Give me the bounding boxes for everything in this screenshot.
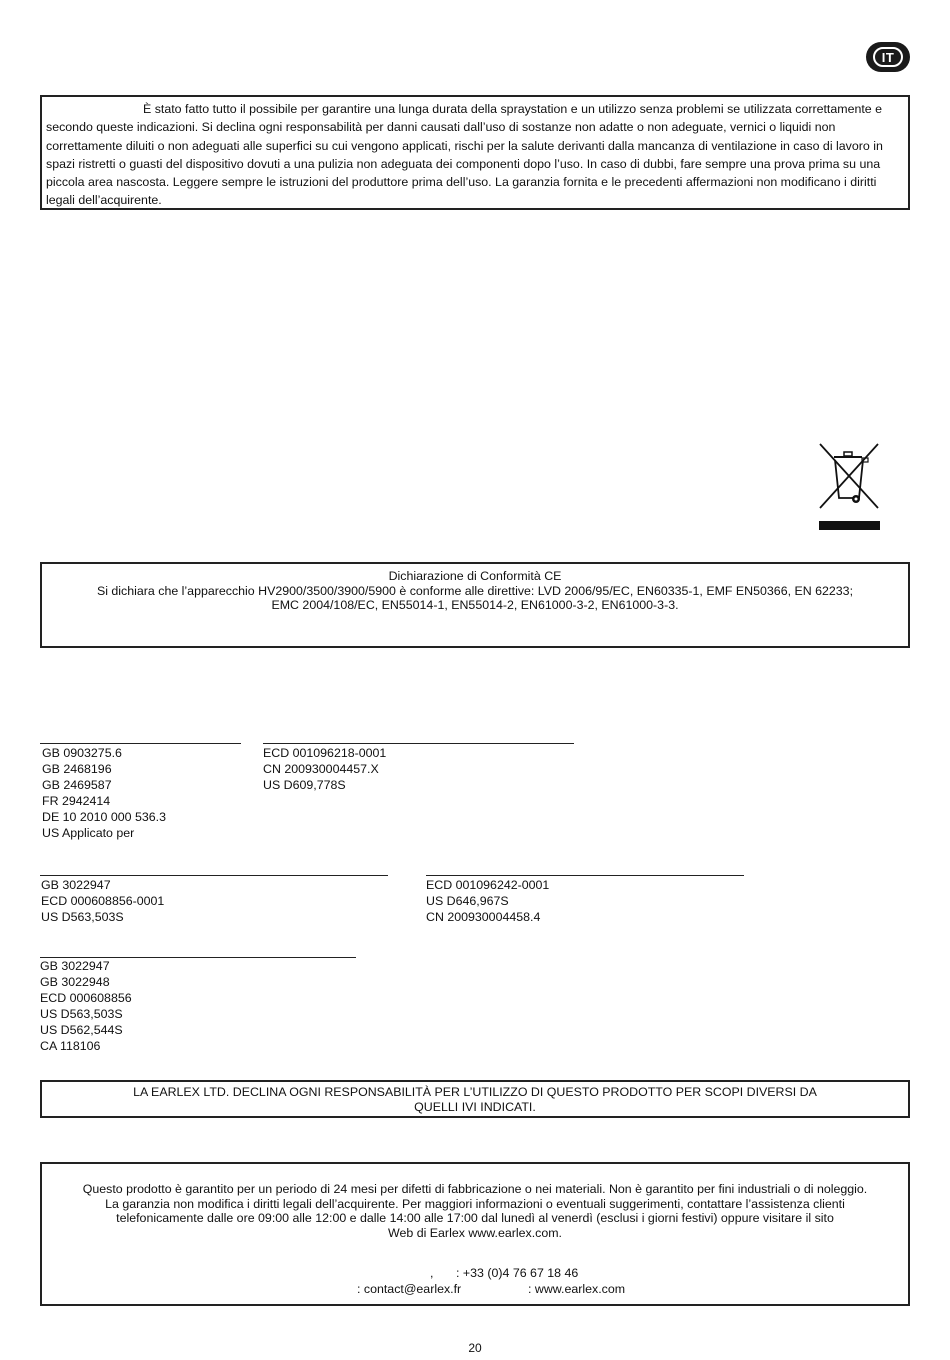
patent-number: GB 3022948 [40,975,110,989]
patent-list [41,877,164,925]
ce-declaration-line: EMC 2004/108/EC, EN55014-1, EN55014-2, EN61000-3-2, EN61000-3-3. [271,598,679,612]
patent-number: ECD 001096218-0001 [263,746,387,760]
contact-email: : contact@earlex.fr [357,1282,462,1296]
patent-number: CA 118106 [40,1039,101,1053]
patent-number: GB 3022947 [40,959,110,973]
warranty-line: Questo prodotto è garantito per un periodo di 24 mesi per difetti di fabbricazione o nei materiali. Non è garantito per fini industriali o di noleggio. [82,1182,868,1196]
patent-number: GB 2469587 [42,778,112,792]
divider [426,875,744,876]
patent-number: CN 200930004457.X [263,762,379,776]
patent-number: ECD 000608856-0001 [41,894,165,908]
liability-line: QUELLI IVI INDICATI. [414,1099,536,1114]
divider [40,743,241,744]
ce-declaration-title: Dichiarazione di Conformità CE [388,569,562,583]
disclaimer-box [40,95,910,210]
patent-number: US D609,778S [263,778,346,792]
crossed-out-wheelie-bin-icon [810,440,885,532]
warranty-line: Web di Earlex www.earlex.com. [388,1225,562,1240]
ce-declaration-box [40,562,910,648]
liability-box [40,1080,910,1118]
patent-list [40,958,132,1054]
patent-number: GB 2468196 [42,762,112,776]
patent-number: CN 200930004458.4 [426,910,541,924]
disclaimer-text: È stato fatto tutto il possibile per garantire una lunga durata della spraystation e un utilizzo senza problemi se utilizzata correttamente e secondo queste indicazioni. Si declina ogni responsabilità per danni causati dall’uso di sostanze non adatte o non adeguate, vernici o liquidi non correttamente diluiti o non adeguati alle superfici su cui vengono applicati, rischi per la salute derivanti dalla mancanza di ventilazione in caso di lavoro in spazi ristretti o guasti del dispositivo dovuti a una pulizia non adeguata dei componenti dopo l’uso. In caso di dubbi, fare sempre una prova prima su una piccola area nascosta. Leggere sempre le istruzioni del produttore prima dell’uso. La garanzia fornita e le precedenti affermazioni non modificano i diritti legali dell’acquirente. [46,102,883,208]
patent-number: US D562,544S [40,1023,123,1037]
patent-list [263,745,386,793]
language-badge-label: IT [873,47,903,67]
patent-number: GB 3022947 [41,878,111,892]
divider [263,743,574,744]
patent-number: DE 10 2010 000 536.3 [42,810,167,824]
page-number: 20 [468,1341,482,1355]
patent-number: US D563,503S [40,1007,123,1021]
patent-number: US D646,967S [426,894,509,908]
warranty-box [40,1162,910,1306]
patent-number: ECD 000608856 [40,991,132,1005]
ce-declaration-line: Si dichiara che l’apparecchio HV2900/3500/3900/5900 è conforme alle direttive: LVD 2006/95/EC, EN60335-1, EMF EN50366, EN 62233; [96,583,854,598]
patent-number: US Applicato per [42,826,135,840]
patent-list [426,877,549,925]
language-badge [866,42,910,72]
divider [40,875,388,876]
warranty-line: La garanzia non modifica i diritti legali dell’acquirente. Per maggiori informazioni o eventuali suggerimenti, contattare l’assistenza clienti [105,1196,845,1211]
patent-number: US D563,503S [41,910,124,924]
warranty-line: telefonicamente dalle ore 09:00 alle 12:00 e dalle 14:00 alle 17:00 dal lunedì al venerdì (esclusi i giorni festivi) oppure visitare il sito [116,1211,834,1225]
contact-comma: , [430,1266,434,1280]
patent-number: GB 0903275.6 [42,746,122,760]
liability-line: LA EARLEX LTD. DECLINA OGNI RESPONSABILITÀ PER L’UTILIZZO DI QUESTO PRODOTTO PER SCOPI DIVERSI DA [133,1085,817,1099]
patent-list [42,745,166,841]
patent-number: FR 2942414 [42,794,111,808]
contact-website: : www.earlex.com [528,1282,626,1296]
patent-number: ECD 001096242-0001 [426,878,550,892]
contact-phone: : +33 (0)4 76 67 18 46 [456,1266,579,1280]
